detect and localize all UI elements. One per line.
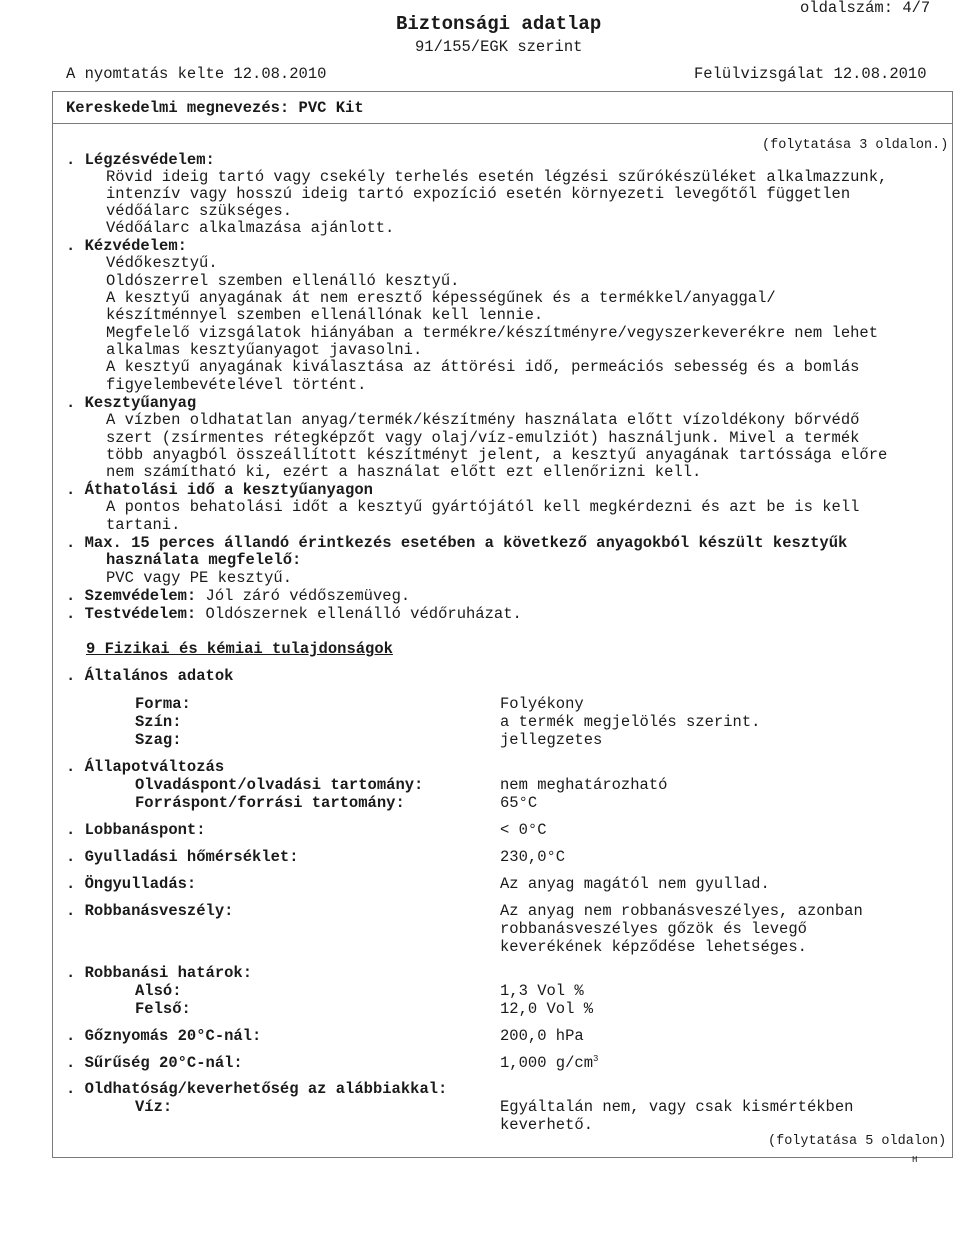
hand-line: figyelembevételével történt. bbox=[106, 376, 367, 394]
melting-label: Olvadáspont/olvadási tartomány: bbox=[135, 776, 424, 794]
color-value: a termék megjelölés szerint. bbox=[500, 713, 761, 731]
hand-line: A kesztyű anyagának kiválasztása az áttörési idő, permeációs sebesség és a bomlás bbox=[106, 358, 860, 376]
glove-material-line: A vízben oldhatatlan anyag/termék/készítmény használata előtt vízoldékony bőrvédő bbox=[106, 411, 860, 429]
document-subtitle: 91/155/EGK szerint bbox=[415, 38, 583, 56]
respiratory-line: Védőálarc alkalmazása ajánlott. bbox=[106, 219, 395, 237]
boiling-label: Forráspont/forrási tartomány: bbox=[135, 794, 405, 812]
eye-protection-value: Jól záró védőszemüveg. bbox=[205, 587, 411, 605]
lower-limit-value: 1,3 Vol % bbox=[500, 982, 584, 1000]
page-number: oldalszám: 4/7 bbox=[800, 0, 931, 17]
max-contact-value: PVC vagy PE kesztyű. bbox=[106, 569, 293, 587]
max-contact-label-2: használata megfelelő: bbox=[106, 551, 302, 569]
odor-label: Szag: bbox=[135, 731, 182, 749]
flash-point-label: . Lobbanáspont: bbox=[66, 821, 206, 839]
max-contact-label: . Max. 15 perces állandó érintkezés esetében a következő anyagokból készült kesztyűk bbox=[66, 534, 848, 552]
form-value: Folyékony bbox=[500, 695, 584, 713]
hand-line: Megfelelő vizsgálatok hiányában a termékre/készítményre/vegyszerkeverékre nem lehet bbox=[106, 324, 879, 342]
state-change-label: . Állapotváltozás bbox=[66, 758, 225, 776]
footer-mark: H bbox=[912, 1155, 918, 1165]
self-ignition-value: Az anyag magától nem gyullad. bbox=[500, 875, 770, 893]
penetration-line: A pontos behatolási időt a kesztyű gyártójától kell megkérdezni és azt be is kell bbox=[106, 498, 860, 516]
hand-line: A kesztyű anyagának át nem eresztő képességűnek és a termékkel/anyaggal/ bbox=[106, 289, 776, 307]
color-label: Szín: bbox=[135, 713, 182, 731]
revision-date: Felülvizsgálat 12.08.2010 bbox=[694, 65, 927, 83]
respiratory-line: Rövid ideig tartó vagy csekély terhelés esetén légzési szűrókészüléket alkalmazzunk, bbox=[106, 168, 888, 186]
ignition-temp-label: . Gyulladási hőmérséklet: bbox=[66, 848, 299, 866]
hand-line: Oldószerrel szemben ellenálló kesztyű. bbox=[106, 272, 460, 290]
hand-line: alkalmas kesztyűanyagot javasolni. bbox=[106, 341, 423, 359]
eye-protection-row bbox=[66, 588, 410, 606]
explosion-hazard-line: Az anyag nem robbanásveszélyes, azonban bbox=[500, 902, 863, 920]
explosion-hazard-line: robbanásveszélyes gőzök és levegő bbox=[500, 920, 807, 938]
body-protection-label: . Testvédelem: bbox=[66, 605, 197, 623]
trade-name: Kereskedelmi megnevezés: PVC Kit bbox=[66, 99, 364, 117]
general-data-label: . Általános adatok bbox=[66, 667, 234, 685]
document-title: Biztonsági adatlap bbox=[396, 13, 602, 35]
upper-limit-value: 12,0 Vol % bbox=[500, 1000, 594, 1018]
respiratory-line: védőálarc szükséges. bbox=[106, 202, 293, 220]
vapour-pressure-value: 200,0 hPa bbox=[500, 1027, 584, 1045]
water-solubility-line: keverhető. bbox=[500, 1116, 594, 1134]
water-label: Víz: bbox=[135, 1098, 173, 1116]
upper-limit-label: Felső: bbox=[135, 1000, 191, 1018]
print-date: A nyomtatás kelte 12.08.2010 bbox=[66, 65, 327, 83]
self-ignition-label: . Öngyulladás: bbox=[66, 875, 197, 893]
body-protection-row bbox=[66, 606, 522, 624]
density-label: . Sűrűség 20°C-nál: bbox=[66, 1054, 243, 1072]
respiratory-label: . Légzésvédelem: bbox=[66, 151, 215, 169]
explosion-limits-label: . Robbanási határok: bbox=[66, 964, 253, 982]
density-value-row bbox=[500, 1055, 598, 1073]
section-9-heading: 9 Fizikai és kémiai tulajdonságok bbox=[86, 640, 393, 658]
glove-material-label: . Kesztyűanyag bbox=[66, 394, 197, 412]
hand-line: készítménnyel szemben ellenállónak kell lennie. bbox=[106, 306, 544, 324]
penetration-line: tartani. bbox=[106, 516, 181, 534]
melting-value: nem meghatározható bbox=[500, 776, 668, 794]
glove-material-line: szert (zsírmentes rétegképzőt vagy olaj/víz-emulziót) használjunk. Mivel a termék bbox=[106, 429, 860, 447]
flash-point-value: < 0°C bbox=[500, 821, 547, 839]
water-solubility-line: Egyáltalán nem, vagy csak kismértékben bbox=[500, 1098, 854, 1116]
body-protection-value: Oldószernek ellenálló védőruházat. bbox=[205, 605, 522, 623]
odor-value: jellegzetes bbox=[500, 731, 603, 749]
lower-limit-label: Alsó: bbox=[135, 982, 182, 1000]
continued-from: (folytatása 3 oldalon.) bbox=[762, 138, 949, 153]
density-unit-exponent: 3 bbox=[593, 1053, 599, 1064]
respiratory-line: intenzív vagy hosszú ideig tartó expozíció esetén környezeti levegőtől független bbox=[106, 185, 851, 203]
glove-material-line: több anyagból összeállított készítményt jelent, a kesztyű anyagának tartóssága előre bbox=[106, 446, 888, 464]
ignition-temp-value: 230,0°C bbox=[500, 848, 566, 866]
hand-line: Védőkesztyű. bbox=[106, 254, 218, 272]
solubility-label: . Oldhatóság/keverhetőség az alábbiakkal: bbox=[66, 1080, 448, 1098]
continued-to: (folytatása 5 oldalon) bbox=[768, 1134, 947, 1149]
vapour-pressure-label: . Gőznyomás 20°C-nál: bbox=[66, 1027, 262, 1045]
penetration-label: . Áthatolási idő a kesztyűanyagon bbox=[66, 481, 373, 499]
glove-material-line: nem számítható ki, ezért a használat előtt ezt ellenőrizni kell. bbox=[106, 463, 702, 481]
hand-label: . Kézvédelem: bbox=[66, 237, 187, 255]
explosion-hazard-line: keverékének képződése lehetséges. bbox=[500, 938, 807, 956]
boiling-value: 65°C bbox=[500, 794, 538, 812]
eye-protection-label: . Szemvédelem: bbox=[66, 587, 197, 605]
explosion-hazard-label: . Robbanásveszély: bbox=[66, 902, 234, 920]
form-label: Forma: bbox=[135, 695, 191, 713]
density-value: 1,000 g/cm bbox=[500, 1054, 594, 1072]
